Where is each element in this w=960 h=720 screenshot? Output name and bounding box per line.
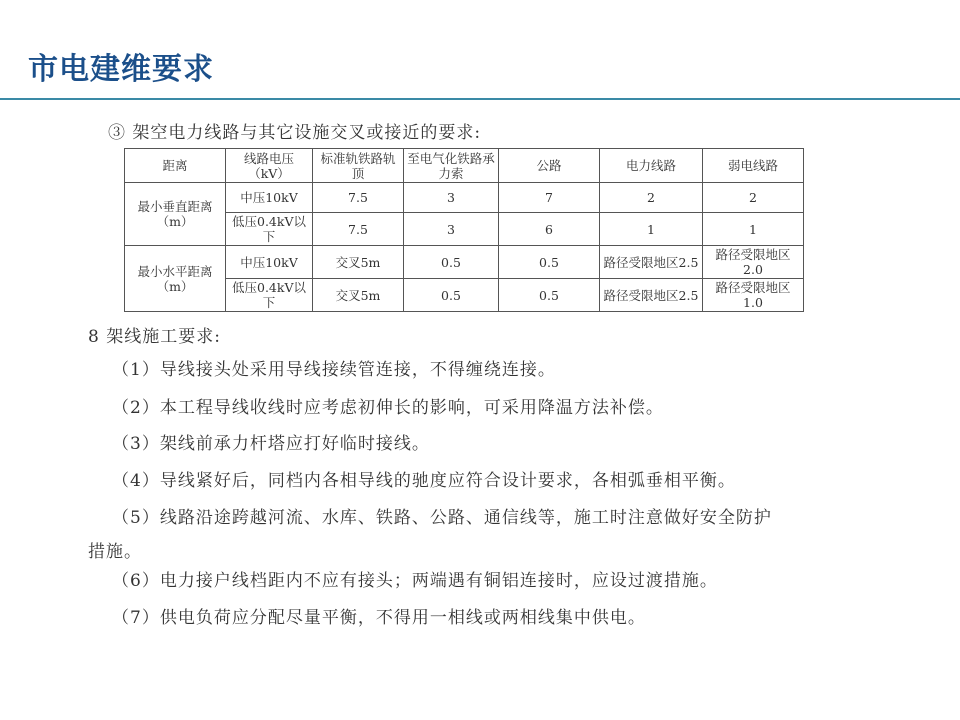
table-header-row <box>125 149 804 183</box>
table-cell: 低压0.4kV以下 <box>226 279 313 312</box>
table-cell: 7 <box>499 183 600 213</box>
table-cell: 7.5 <box>313 183 404 213</box>
table-row <box>125 213 804 246</box>
table-cell: 中压10kV <box>226 183 313 213</box>
header-cell: 公路 <box>499 149 600 183</box>
header-cell: 距离 <box>125 149 226 183</box>
table-cell: 2 <box>703 183 804 213</box>
list-item: （4）导线紧好后，同档内各相导线的驰度应符合设计要求，各相弧垂相平衡。 <box>112 471 736 491</box>
list-item: （6）电力接户线档距内不应有接头；两端遇有铜铝连接时，应设过渡措施。 <box>112 571 718 591</box>
header-cell: 弱电线路 <box>703 149 804 183</box>
table-cell: 低压0.4kV以下 <box>226 213 313 246</box>
table-cell: 路径受限地区2.5 <box>600 279 703 312</box>
list-item: （1）导线接头处采用导线接续管连接，不得缠绕连接。 <box>112 360 556 380</box>
table-cell: 1 <box>600 213 703 246</box>
table-row <box>125 279 804 312</box>
table-cell: 2 <box>600 183 703 213</box>
table-cell: 7.5 <box>313 213 404 246</box>
header-cell: 电力线路 <box>600 149 703 183</box>
clearance-table <box>124 148 804 312</box>
list-item: （7）供电负荷应分配尽量平衡，不得用一相线或两相线集中供电。 <box>112 608 646 628</box>
table-cell: 6 <box>499 213 600 246</box>
table-cell: 路径受限地区1.0 <box>703 279 804 312</box>
table-cell: 路径受限地区2.5 <box>600 246 703 279</box>
section3-heading: ③ 架空电力线路与其它设施交叉或接近的要求: <box>108 123 482 143</box>
table-row <box>125 183 804 213</box>
table-cell: 1 <box>703 213 804 246</box>
table-cell: 3 <box>404 183 499 213</box>
group-label: 最小垂直距离（m） <box>125 183 226 246</box>
header-cell: 线路电压（kV） <box>226 149 313 183</box>
table-cell: 0.5 <box>499 279 600 312</box>
table-cell: 中压10kV <box>226 246 313 279</box>
title-divider <box>0 98 960 100</box>
header-cell: 至电气化铁路承力索 <box>404 149 499 183</box>
table-cell: 路径受限地区2.0 <box>703 246 804 279</box>
list-item: （2）本工程导线收线时应考虑初伸长的影响，可采用降温方法补偿。 <box>112 398 664 418</box>
table-cell: 3 <box>404 213 499 246</box>
list-item: （3）架线前承力杆塔应打好临时接线。 <box>112 434 430 454</box>
list-item-continuation: 措施。 <box>88 542 142 562</box>
list-item: （5）线路沿途跨越河流、水库、铁路、公路、通信线等，施工时注意做好安全防护 <box>112 508 772 528</box>
table-cell: 交叉5m <box>313 246 404 279</box>
table-cell: 0.5 <box>404 279 499 312</box>
page-title: 市电建维要求 <box>28 52 214 87</box>
table-cell: 0.5 <box>499 246 600 279</box>
table-cell: 交叉5m <box>313 279 404 312</box>
section8-heading: 8 架线施工要求: <box>88 327 221 347</box>
table-cell: 0.5 <box>404 246 499 279</box>
header-cell: 标准轨铁路轨顶 <box>313 149 404 183</box>
group-label: 最小水平距离（m） <box>125 246 226 312</box>
table-row <box>125 246 804 279</box>
